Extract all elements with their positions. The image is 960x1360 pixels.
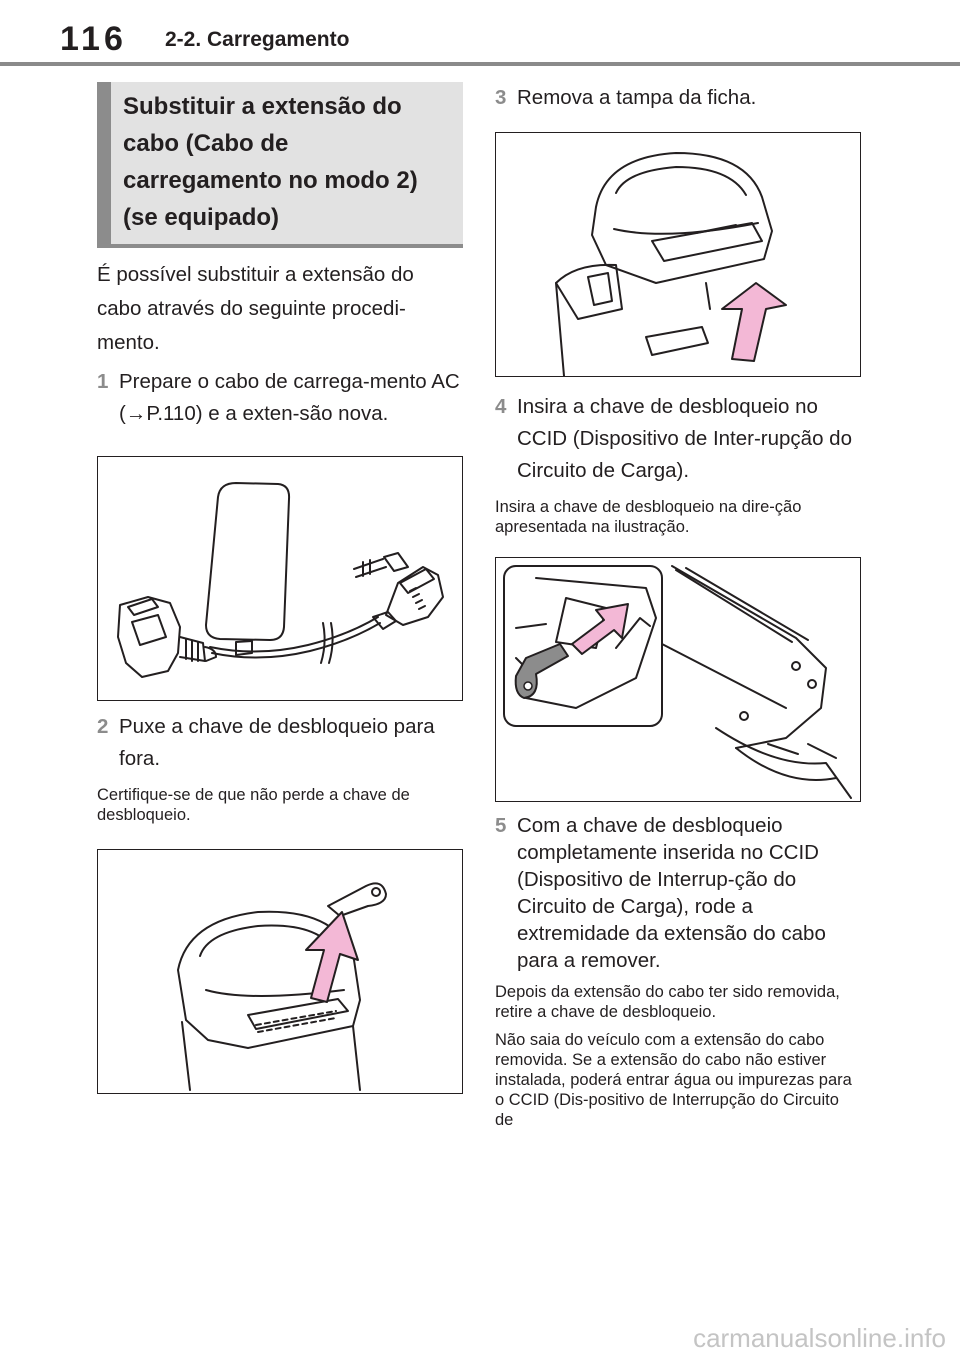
figure-remove-plug-cover [495,132,861,377]
left-column [97,82,463,1094]
step-5 [495,812,861,974]
step-number: 5 [495,814,507,837]
step-text: Prepare o cabo de carrega-mento AC (→P.110) e a exten-são nova. [119,370,460,425]
step-text: Puxe a chave de desbloqueio para fora. [119,715,435,770]
step-number: 4 [495,395,507,418]
note-text: Não saia do veículo com a extensão do cabo removida. Se a extensão do cabo não estiver instalada, poderá entrar água ou impurezas para o CCID (Dis-positivo de Interrupção do Circuito de [495,1031,852,1129]
step-2 [97,711,463,775]
figure-release-key-pull [97,849,463,1094]
header-rule [0,62,960,66]
note-text: Depois da extensão do cabo ter sido removida, retire a chave de desbloqueio. [495,983,840,1021]
step-3 [495,82,861,114]
step-text: Com a chave de desbloqueio completamente inserida no CCID (Dispositivo de Interrup-ção do Circuito de Carga), rode a extremidade da extensão do cabo para a remover. [517,814,826,972]
page-number: 116 [60,20,127,58]
step-text: Insira a chave de desbloqueio no CCID (Dispositivo de Inter-rupção do Circuito de Carga). [517,395,852,482]
step-number: 1 [97,370,109,393]
page-header [0,0,960,70]
right-column [495,82,861,1130]
figure-insert-release-key [495,557,861,802]
step-number: 3 [495,86,507,109]
section-title-box [97,82,463,248]
step-number: 2 [97,715,109,738]
step-1 [97,366,463,430]
section-heading: 2-2. Carregamento [165,28,350,51]
note-text: Certifique-se de que não perde a chave de desbloqueio. [97,786,410,824]
step-text: Remova a tampa da ficha. [517,86,757,109]
intro-text: É possível substituir a extensão do cabo através do seguinte procedi-mento. [97,263,414,354]
section-title: Substituir a extensão do cabo (Cabo de carregamento no modo 2) (se equipado) [123,93,418,231]
watermark: carmanualsonline.info [693,1323,946,1353]
step-4 [495,391,861,487]
note-text: Insira a chave de desbloqueio na dire-ção apresentada na ilustração. [495,498,802,536]
figure-cable-and-extension [97,456,463,701]
